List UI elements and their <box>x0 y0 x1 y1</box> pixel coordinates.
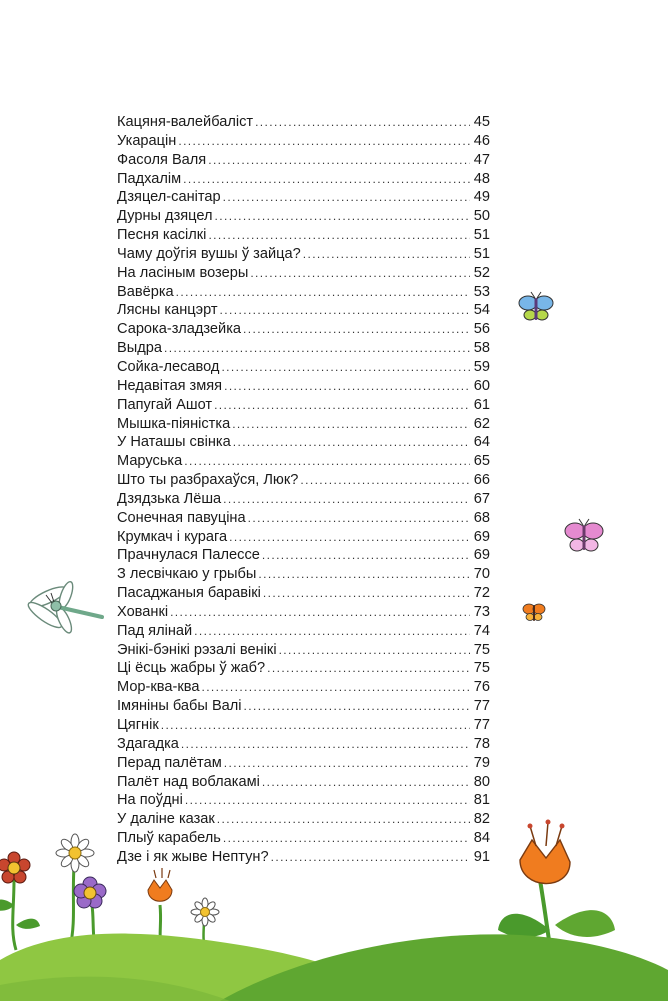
toc-entry-page: 68 <box>473 509 490 526</box>
toc-entry-page: 48 <box>473 170 490 187</box>
toc-entry-title: З лесвічкаю у грыбы <box>117 566 257 583</box>
toc-entry-page: 65 <box>473 453 490 470</box>
toc-entry-title: Мор-ква-ква <box>117 679 200 696</box>
toc-entry-page: 73 <box>473 603 490 620</box>
toc-entry-title: Сойка-лесавод <box>117 358 220 375</box>
toc-entry-page: 56 <box>473 321 490 338</box>
toc-entry-title: Дурны дзяцел <box>117 208 213 225</box>
toc-entry-title: Пасаджаныя баравікі <box>117 585 261 602</box>
toc-entry-page: 66 <box>473 472 490 489</box>
toc-entry-title: Дзядзька Лёша <box>117 490 222 507</box>
toc-entry-title: Крумкач і курага <box>117 528 228 545</box>
toc-entry-title: Імяніны бабы Валі <box>117 698 242 715</box>
toc-entry-title: Недавітая змяя <box>117 377 223 394</box>
toc-entry-title: Здагадка <box>117 735 179 752</box>
toc-entry-page: 77 <box>473 717 490 733</box>
toc-entry-page: 60 <box>473 377 490 394</box>
toc-entry-title: Чаму доўгія вушы ў зайца? <box>117 245 301 262</box>
toc-entry-title: Дзе і як жыве Нептун? <box>117 848 269 865</box>
toc-entry-page: 72 <box>473 585 490 602</box>
toc-entry-title: Лясны канцэрт <box>117 302 218 319</box>
toc-entry-page: 64 <box>473 434 490 451</box>
toc-entry-page: 91 <box>473 848 490 865</box>
toc-entry-page: 75 <box>473 641 490 658</box>
toc-entry-page: 50 <box>473 208 490 225</box>
toc-entry-title: На поўдні <box>117 792 183 809</box>
toc-entry-title: На ласіным возеры <box>117 264 249 281</box>
toc-entry-title: Дзяцел-санітар <box>117 189 221 206</box>
toc-entry-page: 61 <box>473 396 490 413</box>
toc-entry-page: 79 <box>473 754 490 771</box>
toc-entry-page: 69 <box>473 547 490 564</box>
toc-entry-page: 49 <box>473 189 490 206</box>
toc-entry-page: 78 <box>473 735 490 752</box>
toc-entry-page: 45 <box>473 114 490 130</box>
toc-entry-page: 82 <box>473 811 490 828</box>
toc-entry-page: 74 <box>473 622 490 639</box>
toc-entry-page: 84 <box>473 830 490 847</box>
toc-entry-title: Фасоля Валя <box>117 151 207 168</box>
toc-entry-title: Выдра <box>117 340 162 357</box>
toc-entry-title: Пад ялінай <box>117 622 193 639</box>
flower-icon <box>0 852 40 950</box>
toc-entry-page: 51 <box>473 245 490 262</box>
toc-entry-page: 62 <box>473 415 490 432</box>
toc-entry-title: У даліне казак <box>117 811 215 828</box>
toc-entry-page: 67 <box>473 490 490 507</box>
toc-entry-title: Хованкі <box>117 603 169 620</box>
toc-entry-title: Папугай Ашот <box>117 396 213 413</box>
toc-entry-title: Кацяня-валейбаліст <box>117 114 254 130</box>
toc-entry-title: Што ты разбрахаўся, Люк? <box>117 472 299 489</box>
toc-entry-page: 81 <box>473 792 490 809</box>
toc-entry-title: Укарацін <box>117 132 177 149</box>
toc-entry-title: Энікі-бэнікі рэзалі венікі <box>117 641 277 658</box>
toc-entry-page: 52 <box>473 264 490 281</box>
toc-entry-title: Падхалім <box>117 170 182 187</box>
toc-entry-title: Ці ёсць жабры ў жаб? <box>117 660 266 677</box>
toc-entry-page: 69 <box>473 528 490 545</box>
toc-entry-page: 80 <box>473 773 490 790</box>
toc-entry-page: 75 <box>473 660 490 677</box>
toc-entry-page: 51 <box>473 227 490 244</box>
toc-entry-page: 47 <box>473 151 490 168</box>
toc-entry-page: 46 <box>473 132 490 149</box>
toc-entry-page: 76 <box>473 679 490 696</box>
toc-entry-title: Прачнулася Палессе <box>117 547 260 564</box>
toc-entry-page: 59 <box>473 358 490 375</box>
toc-entry-page: 77 <box>473 698 490 715</box>
toc-entry-title: Маруська <box>117 453 183 470</box>
toc-entry-title: Цягнік <box>117 717 159 733</box>
toc-entry-page: 70 <box>473 566 490 583</box>
toc-entry-title: Вавёрка <box>117 283 174 300</box>
toc-entry-page: 53 <box>473 283 490 300</box>
toc-entry-title: Песня касілкі <box>117 227 207 244</box>
toc-entry-title: Мышка-піяністка <box>117 415 231 432</box>
toc-entry-title: Палёт над воблакамі <box>117 773 260 790</box>
toc-entry-title: У Наташы свінка <box>117 434 231 451</box>
toc-entry-page: 54 <box>473 302 490 319</box>
toc-entry-title: Сарока-зладзейка <box>117 321 242 338</box>
toc-entry-title: Сонечная павуціна <box>117 509 246 526</box>
toc-entry-title: Плыў карабель <box>117 830 221 847</box>
toc-entry-page: 58 <box>473 340 490 357</box>
toc-entry-title: Перад палётам <box>117 754 222 771</box>
